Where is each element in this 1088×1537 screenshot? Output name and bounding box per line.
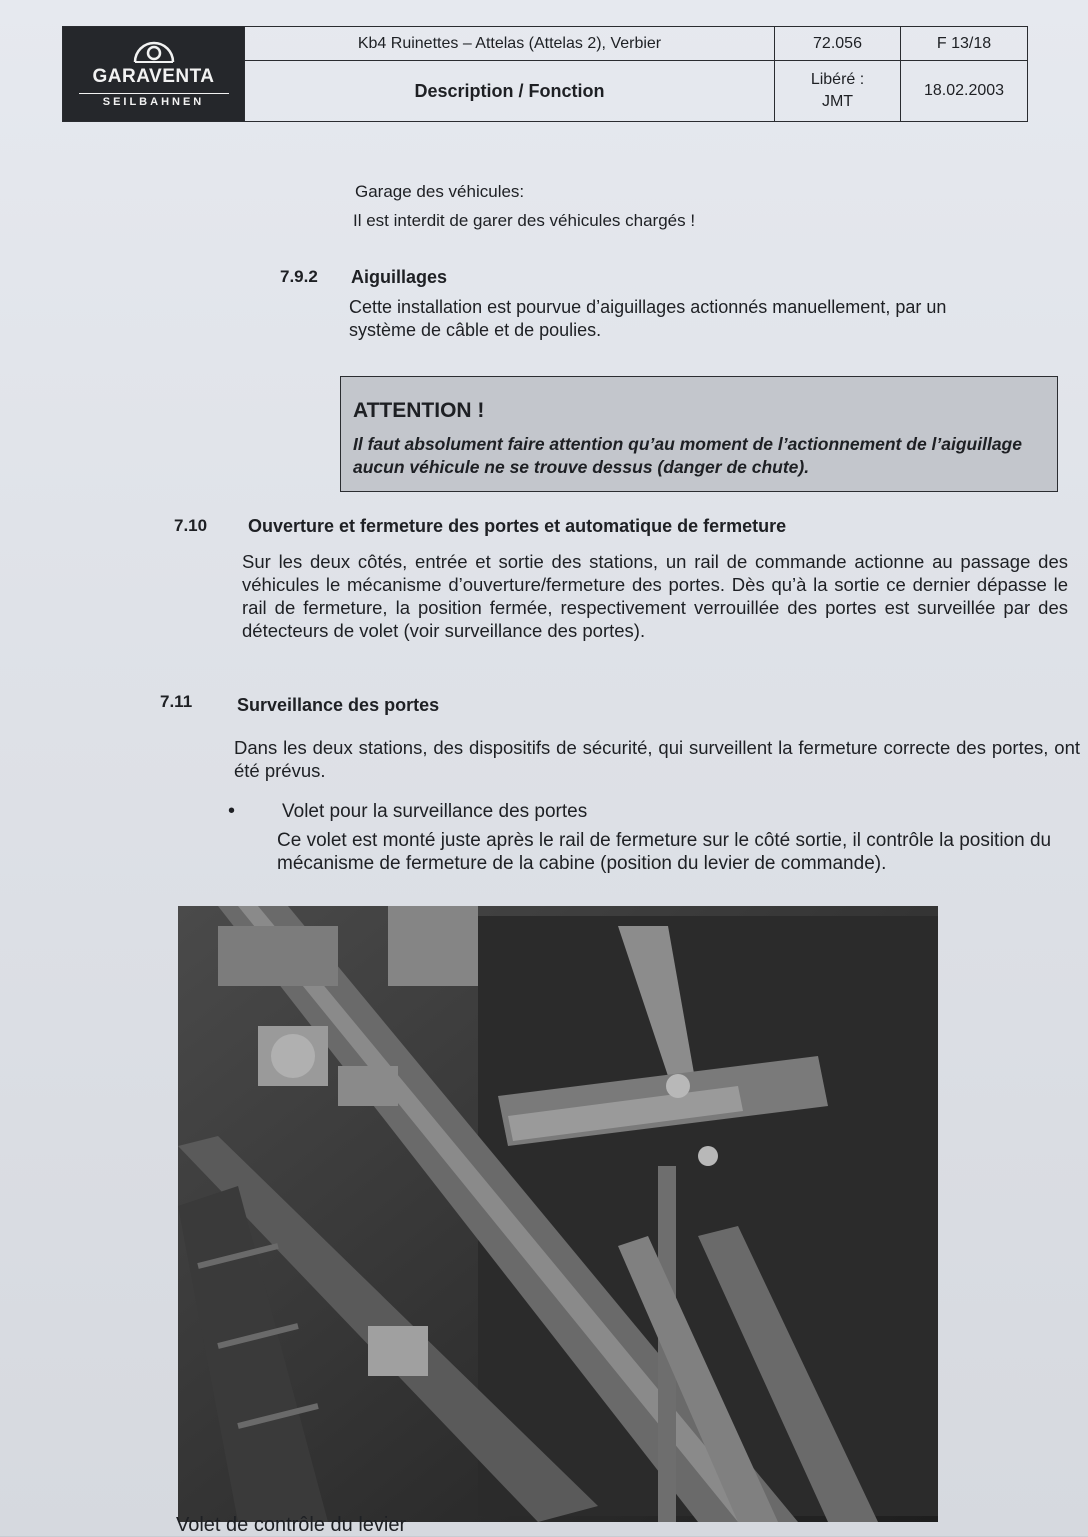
section-number-7-10: 7.10	[174, 516, 208, 535]
attention-text: Il faut absolument faire attention qu’au moment de l’actionnement de l’aiguillage aucun véhicule ne se trouve dessus (danger de chute).	[353, 434, 1022, 477]
aiguillages-line-2: système de câble et de poulies.	[349, 320, 602, 340]
section-7-10-text: Sur les deux côtés, entrée et sortie des stations, un rail de commande actionne au passage des véhicules le mécanisme d’ouverture/fermeture des portes. Dès qu’à la sortie ce dernier dépasse le rail de fermeture, la position fermée, respectivement verrouillée des portes est surveillée par des détecteurs de volet (voir surveillance des portes).	[242, 551, 1068, 641]
logo-subtitle: SEILBAHNEN	[79, 93, 229, 108]
section-title-surveillance: Surveillance des portes	[237, 695, 440, 715]
section-number-7-11: 7.11	[160, 692, 193, 711]
aiguillages-line-1: Cette installation est pourvue d’aiguillages actionnés manuellement, par un	[349, 297, 947, 317]
attention-title: ATTENTION !	[353, 399, 485, 422]
bullet-text: Ce volet est monté juste après le rail de fermeture sur le côté sortie, il contrôle la position du mécanisme de fermeture de la cabine (position du levier de commande).	[277, 830, 1052, 874]
page-number: F 13/18	[901, 27, 1027, 61]
release-info	[775, 61, 901, 121]
mechanism-photo-illustration	[178, 906, 938, 1522]
released-label: Libéré :	[810, 71, 865, 88]
garage-title: Garage des véhicules:	[355, 182, 525, 201]
project-name: Kb4 Ruinettes – Attelas (Attelas 2), Verbier	[245, 27, 775, 61]
attention-box	[340, 376, 1058, 492]
door-monitoring-photo	[178, 906, 938, 1522]
released-by: JMT	[821, 93, 854, 110]
bullet-title: Volet pour la surveillance des portes	[282, 801, 588, 822]
document-title: Description / Fonction	[245, 61, 775, 121]
bullet-point: •	[228, 800, 236, 822]
logo-name: GARAVENTA	[92, 66, 215, 87]
garage-text: Il est interdit de garer des véhicules chargés !	[353, 211, 696, 230]
section-7-11-text: Dans les deux stations, des dispositifs de sécurité, qui surveillent la fermeture correcte des portes, ont été prévus.	[234, 737, 1080, 781]
document-header	[62, 26, 1028, 122]
release-date: 18.02.2003	[923, 82, 1005, 99]
garaventa-logo	[63, 27, 245, 121]
section-number-7-9-2: 7.9.2	[280, 267, 318, 286]
section-title-aiguillages: Aiguillages	[351, 267, 448, 287]
photo-caption: Volet de contrôle du levier	[176, 1514, 407, 1536]
section-title-portes: Ouverture et fermeture des portes et automatique de fermeture	[248, 516, 787, 536]
document-number: 72.056	[775, 27, 901, 61]
cable-car-logo-icon	[131, 40, 177, 64]
